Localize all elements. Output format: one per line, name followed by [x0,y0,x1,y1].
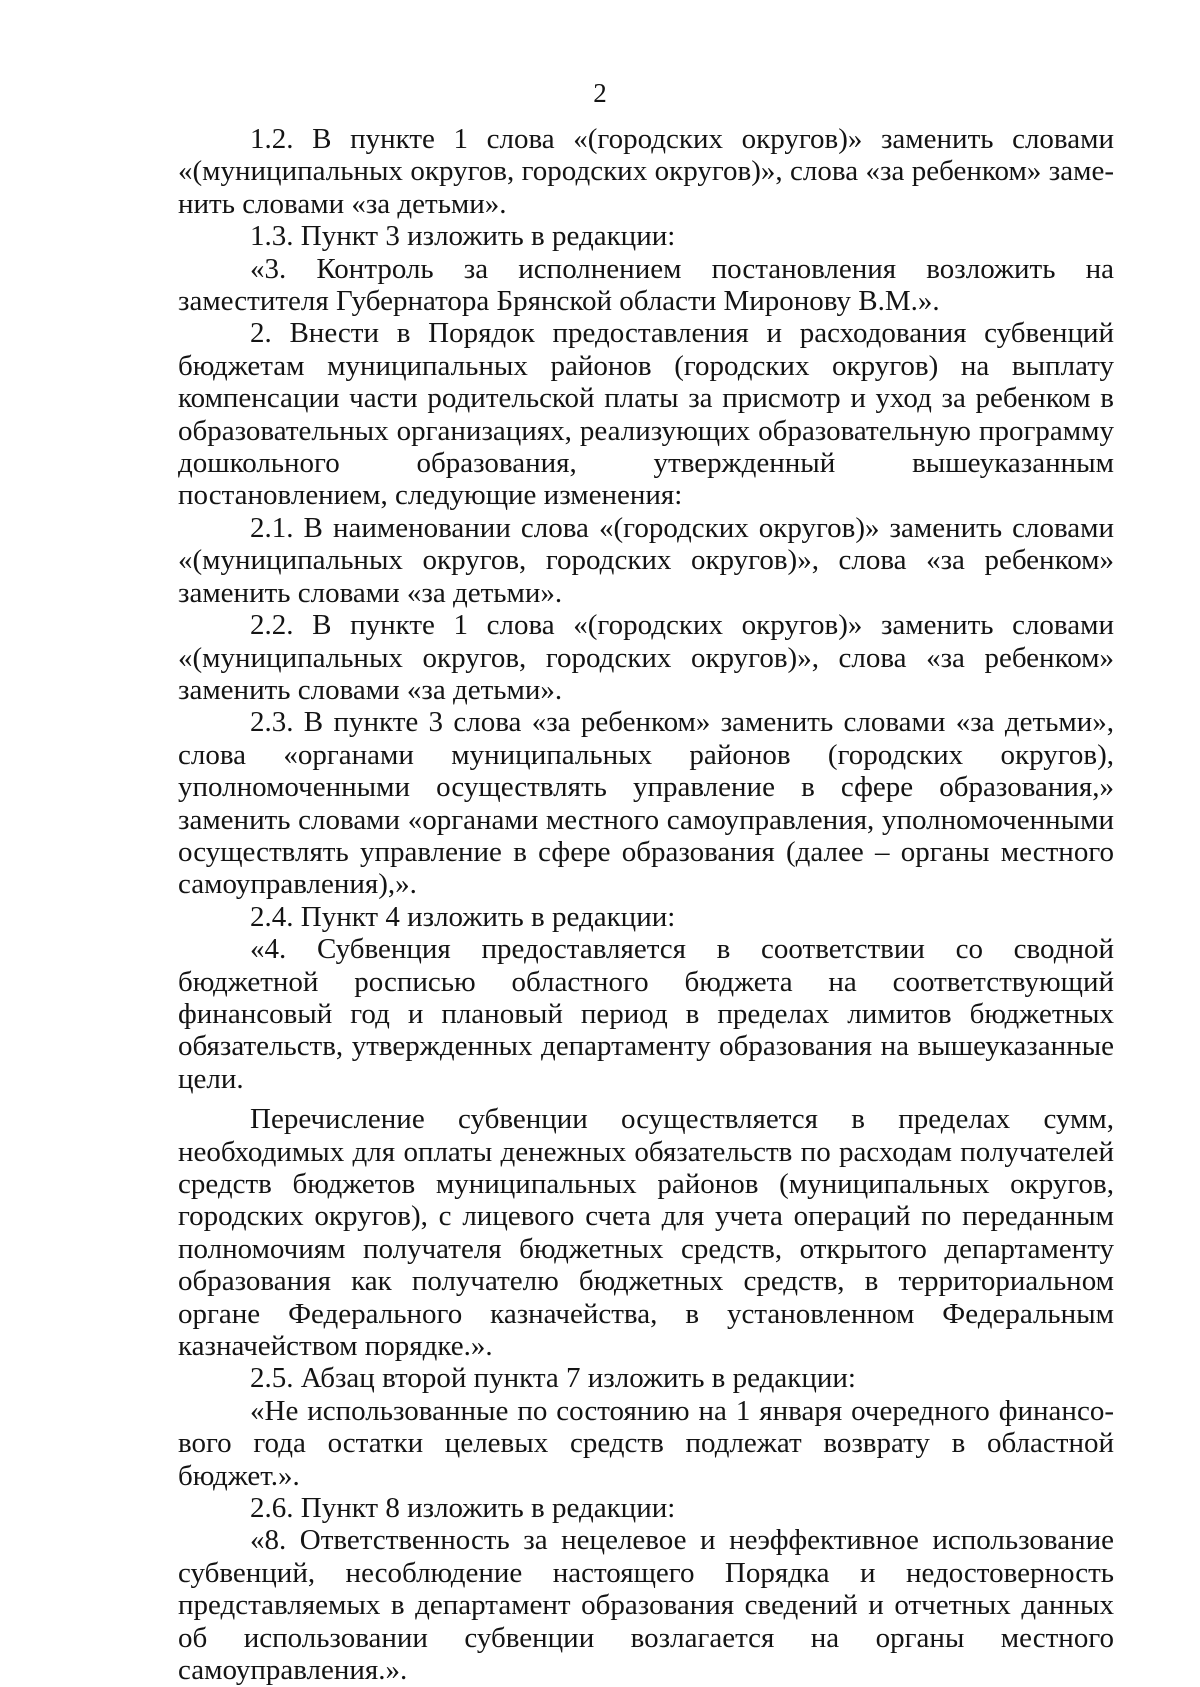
paragraph-1-3: 1.3. Пункт 3 изложить в редакции: [250,220,676,253]
paragraph-2-4: 2.4. Пункт 4 изложить в редакции: [250,900,676,933]
paragraph-2-6: 2.6. Пункт 8 изложить в редакции: [250,1492,676,1525]
paragraph-2-5: 2.5. Абзац второй пункта 7 изложить в редакции: [250,1362,856,1395]
paragraph-2-3: 2.3. В пункте 3 слова «за ребенком» заменить словами «за детьми», слова «органами муниципальных районов (городских округов), уполномоченными осуществлять управление в сфере образования,» заменить словами «органами местного самоуправления, уполномоченными осуществлять управление в сфере образования (далее – органы местного самоуправления),». [178,706,1114,901]
paragraph-2-2: 2.2. В пункте 1 слова «(городских округов)» заменить словами «(муниципальных округов, городских округов)», слова «за ребенком» заменить словами «за детьми». [178,609,1114,706]
paragraph-2-4-quote-continued: Перечисление субвенции осуществляется в пределах сумм, необходимых для оплаты денежных обязательств по расходам получателей средств бюджетов муниципальных районов (муниципальных округов, городских округов), с лицевого счета для учета операций по переданным полномочиям получателя бюджетных средств, открытого департаменту образования как получателю бюджетных средств, в территориальном органе Федерального казначейства, в установленном Федеральным казначейством порядке.». [178,1103,1114,1363]
paragraph-2-1: 2.1. В наименовании слова «(городских округов)» заменить словами «(муниципальных округов, городских округов)», слова «за ребенком» заменить словами «за детьми». [178,511,1114,609]
paragraph-2-4-quote: «4. Субвенция предоставляется в соответствии со сводной бюджетной росписью областного бюджета на соответствующий финансовый год и плановый период в пределах лимитов бюджетных обязательств, утвержденных департаменту образования на вышеуказанные цели. [178,933,1114,1095]
document-body [178,123,1114,1687]
paragraph-2-5-quote: «Не использованные по состоянию на 1 января очередного финансового года остатки целевых средств подлежат возврату в областной бюджет.». [178,1394,1114,1492]
paragraph-1-3-quote: «3. Контроль за исполнением постановления возложить на заместителя Губернатора Брянской области Миронову В.М.». [178,252,1114,318]
paragraph-1-2: 1.2. В пункте 1 слова «(городских округов)» заменить словами «(муниципальных округов, городских округов)», слова «за ребенком» заменить словами «за детьми». [178,123,1114,220]
page-number: 2 [593,78,607,108]
paragraph-2-6-quote: «8. Ответственность за нецелевое и неэффективное использование субвенций, несоблюдение настоящего Порядка и недостоверность представляемых в департамент образования сведений и отчетных данных об использовании субвенции возлагается на органы местного самоуправления.». [178,1524,1114,1687]
paragraph-2: 2. Внести в Порядок предоставления и расходования субвенций бюджетам муниципальных районов (городских округов) на выплату компенсации части родительской платы за присмотр и уход за ребенком в образовательных организациях, реализующих образовательную программу дошкольного образования, утвержденный вышеуказанным постановлением, следующие изменения: [178,317,1114,512]
